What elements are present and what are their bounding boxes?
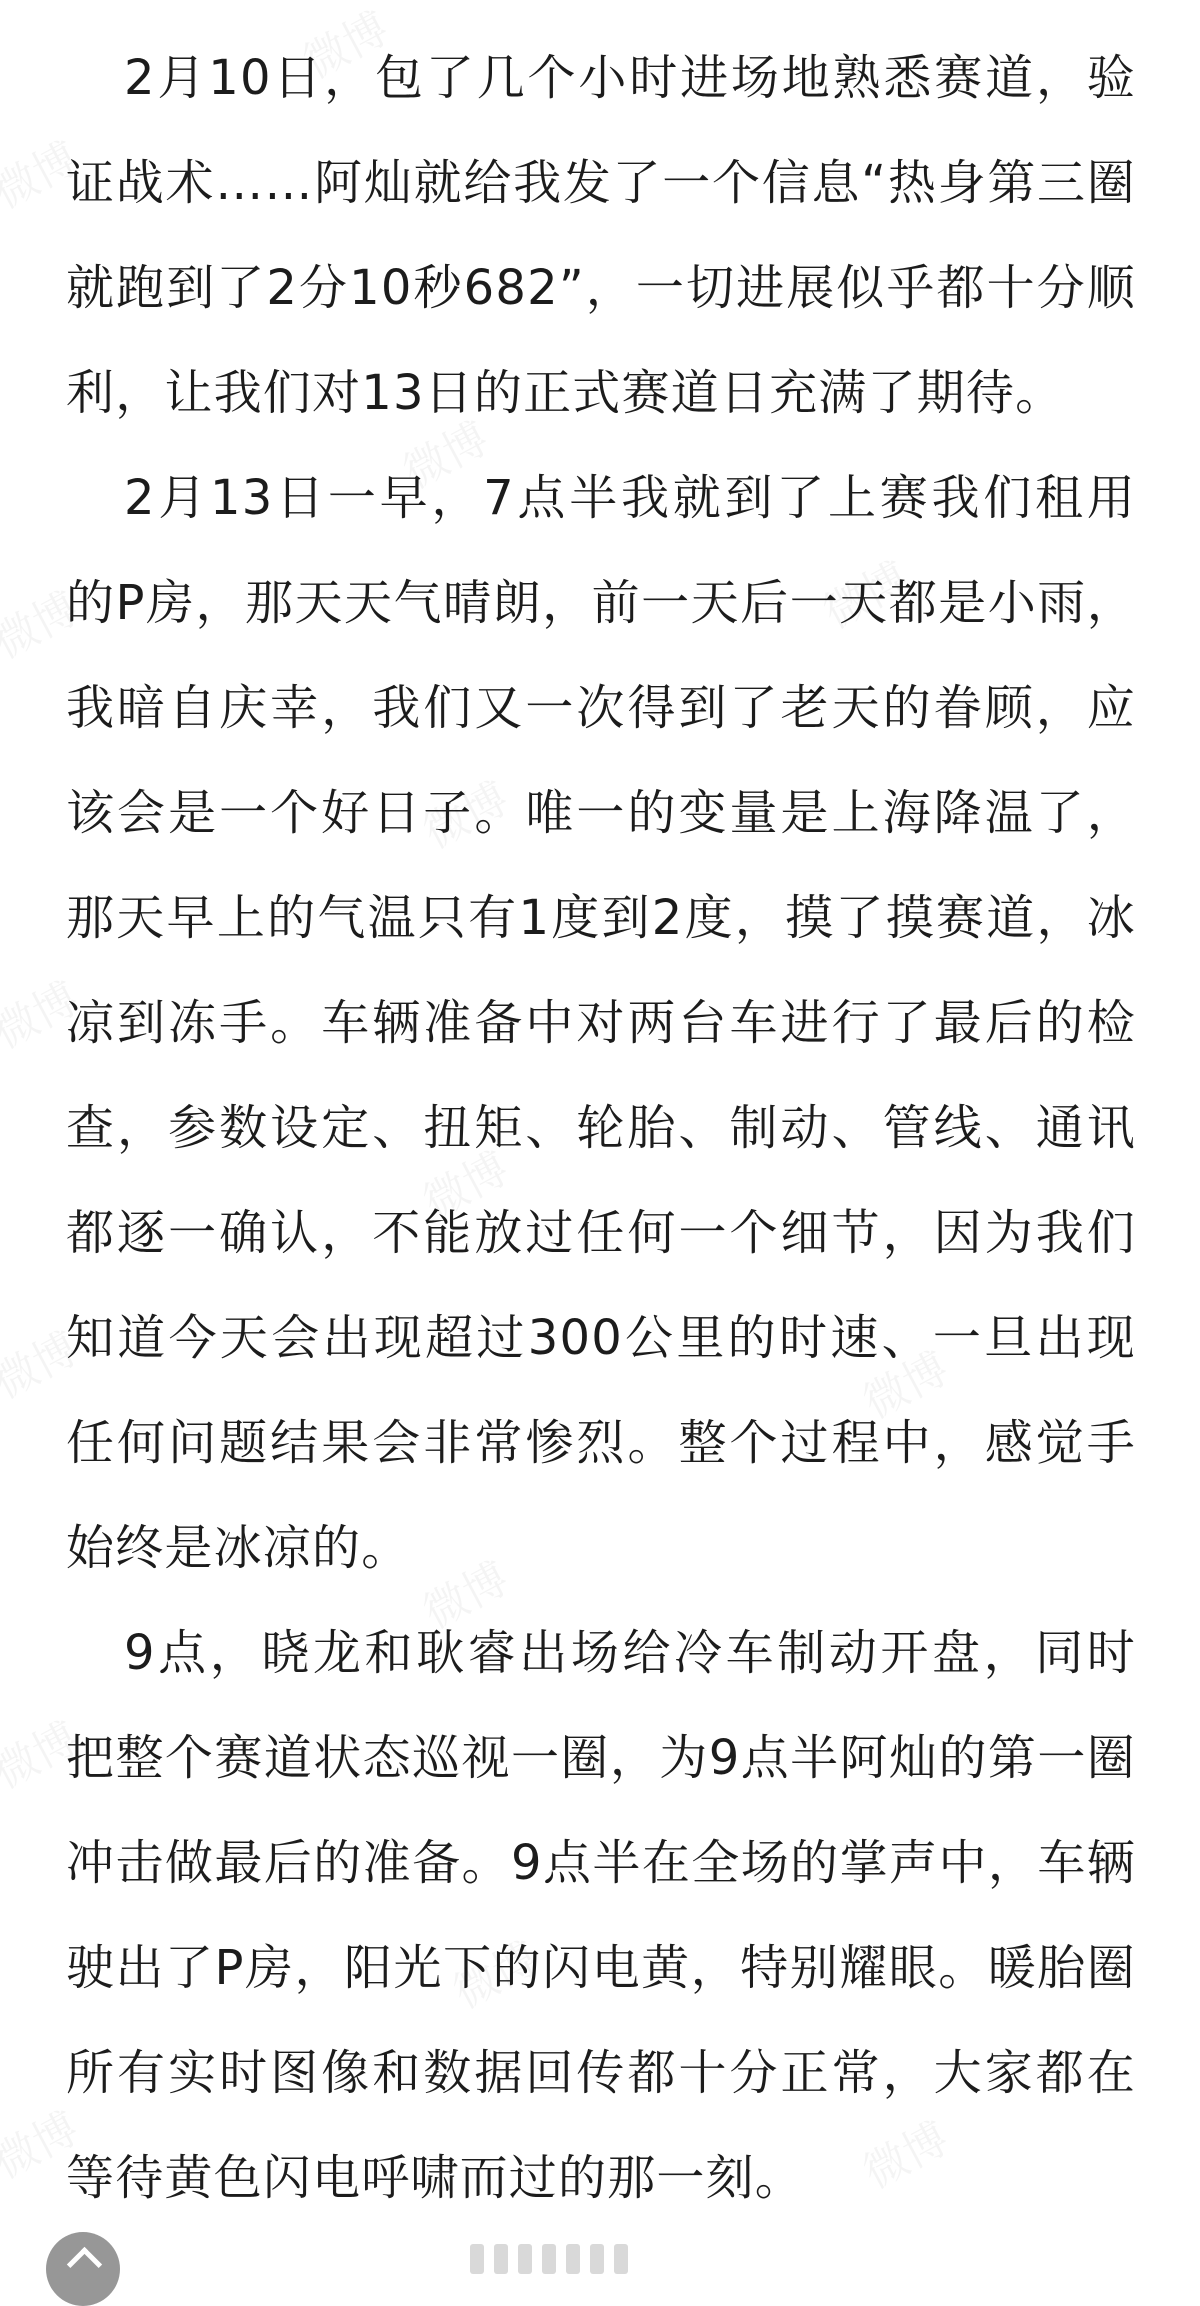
loading-indicator	[470, 2244, 680, 2274]
article-paragraph-3: 9点，晓龙和耿睿出场给冷车制动开盘，同时把整个赛道状态巡视一圈，为9点半阿灿的第一圈冲击做最后的准备。9点半在全场的掌声中，车辆驶出了P房，阳光下的闪电黄，特别耀眼。暖胎圈所有实时图像和数据回传都十分正常，大家都在等待黄色闪电呼啸而过的那一刻。	[66, 1625, 1136, 2206]
bottom-bar	[0, 2226, 1200, 2274]
article-paragraph-1: 2月10日，包了几个小时进场地熟悉赛道，验证战术……阿灿就给我发了一个信息“热身第三圈就跑到了2分10秒682”，一切进展似乎都十分顺利，让我们对13日的正式赛道日充满了期待。	[66, 50, 1136, 421]
scroll-top-button[interactable]	[46, 2232, 120, 2306]
article-paragraph-2: 2月13日一早，7点半我就到了上赛我们租用的P房，那天天气晴朗，前一天后一天都是小雨，我暗自庆幸，我们又一次得到了老天的眷顾，应该会是一个好日子。唯一的变量是上海降温了，那天早上的气温只有1度到2度，摸了摸赛道，冰凉到冻手。车辆准备中对两台车进行了最后的检查，参数设定、扭矩、轮胎、制动、管线、通讯都逐一确认，不能放过任何一个细节，因为我们知道今天会出现超过300公里的时速、一旦出现任何问题结果会非常惨烈。整个过程中，感觉手始终是冰凉的。	[66, 470, 1136, 1576]
article-body	[66, 26, 1136, 2231]
chevron-up-icon	[67, 2247, 102, 2282]
